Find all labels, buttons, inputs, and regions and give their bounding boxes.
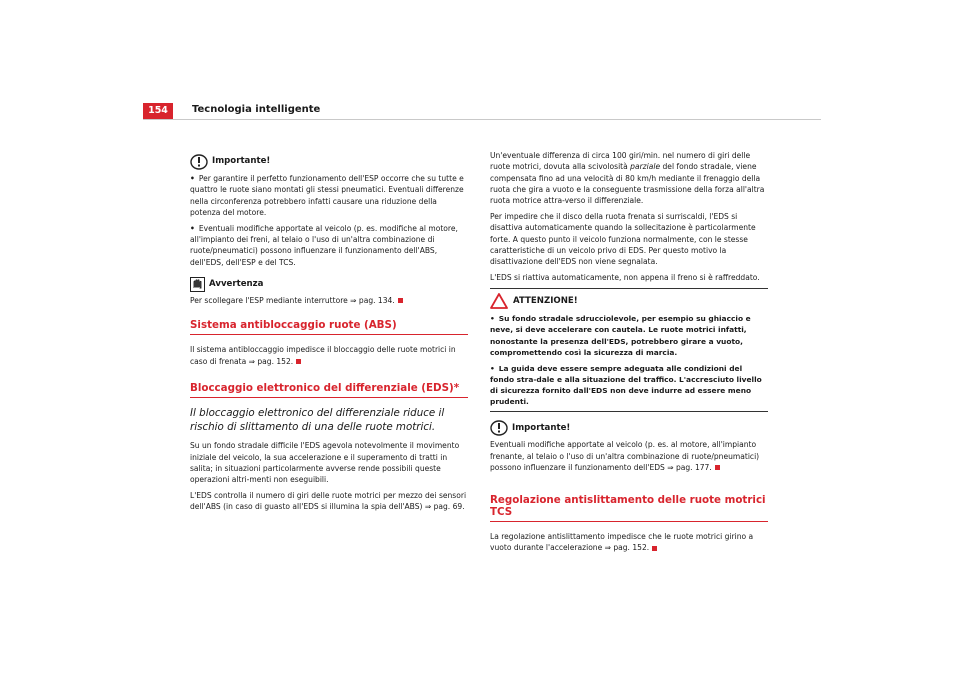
important-title: Importante! — [212, 156, 271, 167]
eds-paragraph-4: Per impedire che il disco della ruota frenata si surriscaldi, l'EDS si disattiva automaticamente quando la sollecitazione è particolarmente forte. A questo punto il veicolo funziona normalmente, con le stesse caratteristiche di un veicolo privo di EDS. Per questo motivo la disattivazione dell'EDS non viene segnalata. — [490, 211, 756, 267]
exclamation-icon — [490, 420, 508, 436]
bullet-text: Eventuali modifiche apportate al veicolo (p. es. modifiche al motore, all'impianto dei freni, al telaio o l'uso di un'altra combinazione di ruote/pneumatici) possono influenzare il funzionamento dell'ABS, dell'EDS, dell'ESP e del TCS. — [190, 223, 458, 267]
tcs-text: La regolazione antislittamento impedisce che le ruote motrici girino a vuoto durante l'accelerazione ⇒ pag. 152. — [490, 531, 754, 553]
note-body: Per scollegare l'ESP mediante interruttore ⇒ pag. 134. — [190, 295, 395, 305]
note-heading — [190, 277, 468, 292]
warning-heading — [490, 293, 768, 309]
left-column — [190, 150, 468, 517]
end-marker — [398, 298, 403, 303]
text-part: del fondo stradale, viene compensata fino ad una velocità di 80 km/h mediante il frenaggio della ruota che gira a vuoto e la conseguente trasmissione della forza all'altra ruota motrice attra-verso il differenziale. — [490, 162, 765, 206]
right-column — [490, 150, 768, 558]
tcs-paragraph — [490, 531, 768, 554]
section-title-abs: Sistema antibloccaggio ruote (ABS) — [190, 320, 468, 335]
bullet-item: • Eventuali modifiche apportate al veicolo (p. es. modifiche al motore, all'impianto dei freni, al telaio o l'uso di un'altra combinazione di ruote/pneumatici) possono influenzare il funzionamento dell'ABS, dell'EDS, dell'ESP e del TCS. — [190, 223, 458, 267]
warning-box — [490, 288, 768, 412]
warning-triangle-icon — [490, 293, 508, 309]
header-divider — [143, 119, 821, 120]
important-text: Eventuali modifiche apportate al veicolo (p. es. al motore, all'impianto frenante, al telaio o l'uso di un'altra combinazione di ruote/pneumatici) possono influenzare il funzionamento dell'EDS ⇒ pag. 177. — [490, 440, 760, 472]
page-number: 154 — [143, 103, 173, 119]
note-title: Avvertenza — [209, 278, 264, 289]
bullet-text: La guida deve essere sempre adeguata alle condizioni del fondo stra-dale e alla situazione del traffico. L'accresciuto livello di sicurezza fornito dall'EDS non deve indurre ad essere meno prudenti. — [490, 363, 762, 407]
abs-text: Il sistema antibloccaggio impedisce il bloccaggio delle ruote motrici in caso di frenata ⇒ pag. 152. — [190, 345, 456, 366]
section-title-tcs: Regolazione antislittamento delle ruote motrici TCS — [490, 495, 768, 522]
eds-paragraph-3 — [490, 150, 768, 206]
eds-paragraph-2: L'EDS controlla il numero di giri delle ruote motrici per mezzo dei sensori dell'ABS (in caso di guasto all'EDS si illumina la spia dell'ABS) ⇒ pag. 69. — [190, 491, 467, 512]
abs-paragraph — [190, 344, 468, 367]
exclamation-icon — [190, 154, 208, 170]
important-heading — [490, 420, 768, 436]
bullet-text: Per garantire il perfetto funzionamento dell'ESP occorre che su tutte e quattro le ruote siano montati gli stessi pneumatici. Eventuali differenze nella circonferenza potrebbero infatti causare una riduzione della potenza del motore. — [190, 174, 464, 217]
important-paragraph — [490, 439, 768, 473]
emphasis-text: parziale — [630, 162, 661, 172]
bullet-text: Su fondo stradale sdrucciolevole, per esempio su ghiaccio e neve, si deve accelerare con cautela. Le ruote motrici infatti, nonostante la presenza dell'EDS, potrebbero girare a vuoto, compromettendo così la sicurezza di marcia. — [490, 314, 751, 357]
important-title: Importante! — [512, 422, 571, 433]
eds-subtitle: Il bloccaggio elettronico del differenziale riduce il rischio di slittamento di una delle ruote motrici. — [190, 407, 445, 434]
warning-bullet: • La guida deve essere sempre adeguata alle condizioni del fondo stra-dale e alla situazione del traffico. L'accresciuto livello di sicurezza fornito dall'EDS non deve indurre ad essere meno prudenti. — [490, 363, 762, 407]
section-title-eds: Bloccaggio elettronico del differenziale (EDS)* — [190, 383, 468, 398]
text-part: Un'eventuale differenza di circa 100 giri/min. nel numero di giri delle ruote motrici, dovuta alla scivolosità — [490, 151, 751, 172]
info-note-icon — [190, 277, 205, 292]
bullet-item: • Per garantire il perfetto funzionamento dell'ESP occorre che su tutte e quattro le ruote siano montati gli stessi pneumatici. Eventuali differenze nella circonferenza potrebbero infatti causare una riduzione della potenza del motore. — [190, 174, 464, 217]
end-marker — [715, 465, 720, 470]
note-text — [190, 295, 468, 306]
warning-bullet: • Su fondo stradale sdrucciolevole, per esempio su ghiaccio e neve, si deve accelerare con cautela. Le ruote motrici infatti, nonostante la presenza dell'EDS, potrebbero girare a vuoto, compromettendo così la sicurezza di marcia. — [490, 314, 751, 357]
end-marker — [296, 359, 301, 364]
eds-paragraph-1: Su un fondo stradale difficile l'EDS agevola notevolmente il movimento iniziale del veicolo, la sua accelerazione e il superamento di tratti in salita; in situazioni particolarmente avverse rende possibili queste operazioni altri-menti non eseguibili. — [190, 441, 460, 485]
eds-paragraph-5: L'EDS si riattiva automaticamente, non appena il freno si è raffreddato. — [490, 272, 760, 282]
important-heading — [190, 154, 468, 170]
end-marker — [652, 546, 657, 551]
chapter-title: Tecnologia intelligente — [192, 104, 321, 115]
warning-title: ATTENZIONE! — [513, 295, 578, 306]
